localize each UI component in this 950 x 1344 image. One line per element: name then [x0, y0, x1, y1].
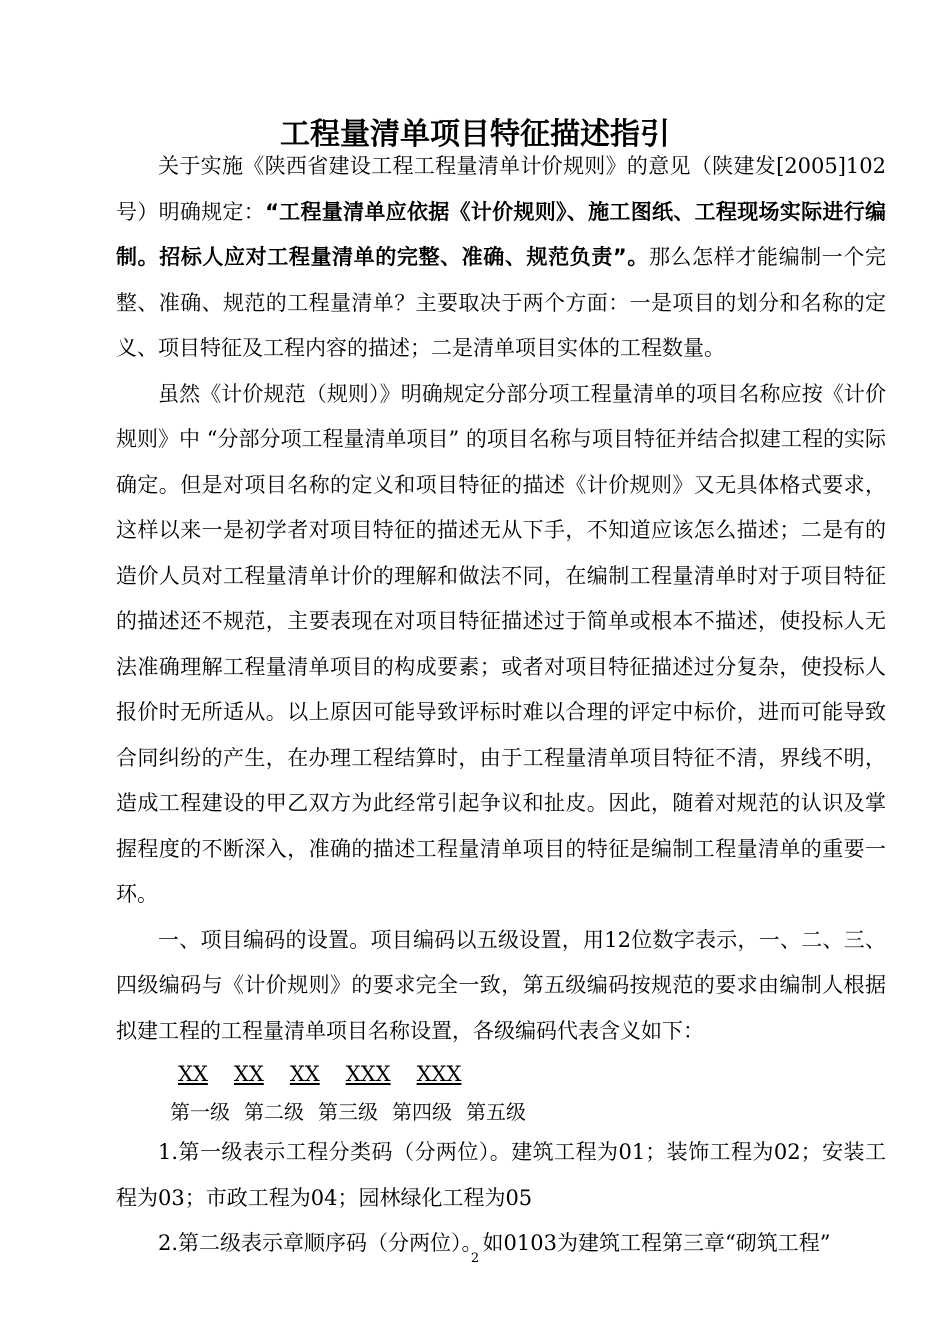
- paragraph-1-lead: 关于实施《陕西省建设工程工程量清单计价规则》的意见（陕建发[2005]102号）明确规定：: [116, 154, 886, 224]
- code-level-4: XXX: [345, 1062, 391, 1086]
- document-body: [116, 144, 886, 1267]
- level-label-3: 第三级: [318, 1100, 378, 1124]
- code-level-2: XX: [233, 1062, 264, 1086]
- level-label-2: 第二级: [244, 1100, 304, 1124]
- paragraph-1: [116, 144, 886, 372]
- paragraph-1-quote: “工程量清单应依据《计价规则》、施工图纸、工程现场实际进行编制。招标人应对工程量清单的完整、准确、规范负责”。: [116, 199, 886, 269]
- paragraph-1-rest: 那么怎样才能编制一个完整、准确、规范的工程量清单？主要取决于两个方面：一是项目的划分和名称的定义、项目特征及工程内容的描述；二是清单项目实体的工程数量。: [116, 245, 886, 360]
- level-label-5: 第五级: [466, 1100, 526, 1124]
- code-level-1: XX: [178, 1062, 208, 1086]
- paragraph-3: 一、项目编码的设置。项目编码以五级设置，用12位数字表示，一、二、三、四级编码与《计价规则》的要求完全一致，第五级编码按规范的要求由编制人根据拟建工程的工程量清单项目名称设置，各级编码代表含义如下：: [116, 927, 886, 1043]
- page-number: 2: [470, 1251, 480, 1266]
- paragraph-4: 1.第一级表示工程分类码（分两位）。建筑工程为01；装饰工程为02；安装工程为03；市政工程为04；园林绿化工程为05: [116, 1140, 886, 1210]
- code-level-3: XX: [289, 1062, 320, 1086]
- code-level-5: XXX: [416, 1062, 462, 1086]
- code-level-labels: [116, 1094, 886, 1130]
- paragraph-2: 虽然《计价规范（规则）》明确规定分部分项工程量清单的项目名称应按《计价规则》中 “分部分项工程量清单项目” 的项目名称与项目特征并结合拟建工程的实际确定。但是对项目名称的定义和项目特征的描述《计价规则》又无具体格式要求，这样以来一是初学者对项目特征的描述无从下手，不知道应该怎么描述；二是有的造价人员对工程量清单计价的理解和做法不同，在编制工程量清单时对于项目特征的描述还不规范，主要表现在对项目特征描述过于简单或根本不描述，使投标人无法准确理解工程量清单项目的构成要素；或者对项目特征描述过分复杂，使投标人报价时无所适从。以上原因可能导致评标时难以合理的评定中标价，进而可能导致合同纠纷的产生，在办理工程结算时，由于工程量清单项目特征不清，界线不明，造成工程建设的甲乙双方为此经常引起争议和扯皮。因此，随着对规范的认识及掌握程度的不断深入，准确的描述工程量清单项目的特征是编制工程量清单的重要一环。: [116, 381, 886, 906]
- paragraph-5: 2.第二级表示章顺序码（分两位）。如0103为建筑工程第三章“砌筑工程”: [158, 1231, 831, 1255]
- level-label-1: 第一级: [170, 1100, 230, 1124]
- level-label-4: 第四级: [392, 1100, 452, 1124]
- document-title: 工程量清单项目特征描述指引: [280, 117, 670, 152]
- code-format-row: [116, 1054, 886, 1094]
